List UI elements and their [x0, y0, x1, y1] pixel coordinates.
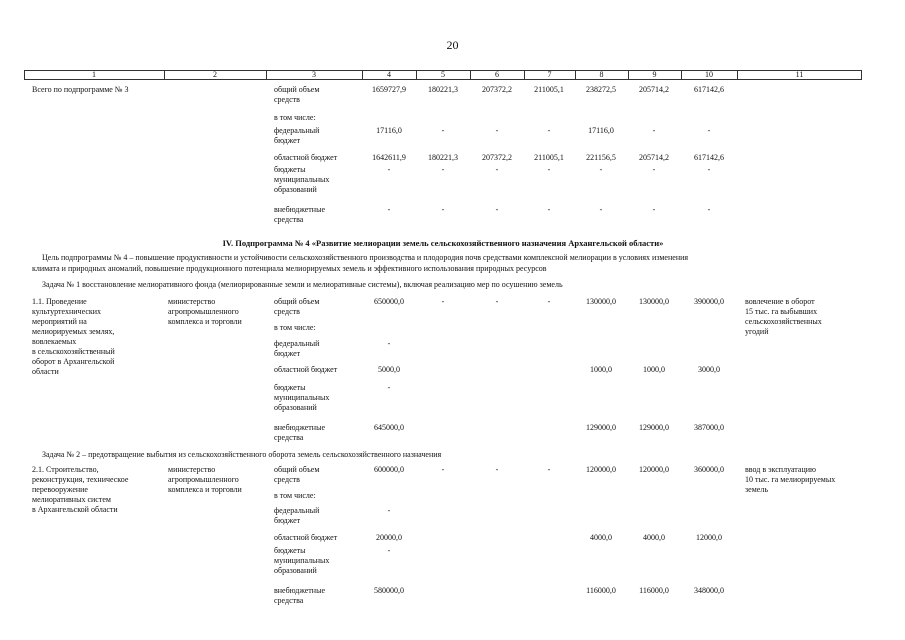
task-1: Задача № 1 восстановление мелиоративного фонда (мелиорированные земли и мелиоративные системы), включая реализацию мер по осушению земель: [42, 280, 563, 289]
value-cell-v8: 129000,0: [586, 423, 616, 432]
header-col-4: 4: [387, 70, 391, 79]
value-cell-v10: 360000,0: [694, 465, 724, 474]
value-cell-v8: 17116,0: [588, 126, 614, 135]
source-of-funds-line: бюджет: [274, 349, 301, 358]
source-of-funds-line: средства: [274, 433, 304, 442]
expected-result-line: вовлечение в оборот: [745, 297, 815, 306]
value-cell-v10: -: [707, 165, 711, 174]
header-col-1: 1: [92, 70, 96, 79]
header-divider: [681, 70, 682, 80]
value-cell-v9: 4000,0: [643, 533, 665, 542]
source-of-funds-line: областной бюджет: [274, 153, 338, 162]
header-col-11: 11: [795, 70, 804, 79]
value-cell-v4: -: [387, 339, 391, 348]
source-of-funds-line: федеральный: [274, 126, 320, 135]
header-col-10: 10: [705, 70, 713, 79]
measure-name-line: 2.1. Строительство,: [32, 465, 99, 474]
value-cell-v8: 130000,0: [586, 297, 616, 306]
subprogram-title: IV. Подпрограмма № 4 «Развитие мелиорации земель сельскохозяйственного назначения Архангельской области»: [222, 238, 664, 248]
header-col-6: 6: [495, 70, 499, 79]
source-of-funds-line: муниципальных: [274, 556, 330, 565]
expected-result-line: земель: [745, 485, 768, 494]
source-of-funds-line: федеральный: [274, 339, 320, 348]
page-number: 20: [446, 38, 459, 52]
value-cell-v5: -: [441, 465, 445, 474]
source-of-funds-line: бюджет: [274, 136, 301, 145]
source-of-funds-line: средств: [274, 307, 300, 316]
value-cell-v4: 650000,0: [374, 297, 404, 306]
value-cell-v4: 1659727,9: [372, 85, 406, 94]
header-col-5: 5: [441, 70, 445, 79]
value-cell-v9: 1000,0: [643, 365, 665, 374]
value-cell-v4: 1642611,9: [372, 153, 406, 162]
header-divider: [575, 70, 576, 80]
expected-result-line: угодий: [745, 327, 769, 336]
measure-name-line: мелиоративных систем: [32, 495, 111, 504]
value-cell-v4: 580000,0: [374, 586, 404, 595]
value-cell-v8: 120000,0: [586, 465, 616, 474]
value-cell-v10: 348000,0: [694, 586, 724, 595]
value-cell-v7: 211005,1: [534, 85, 564, 94]
value-cell-v9: 205714,2: [639, 85, 669, 94]
source-of-funds-line: внебюджетные: [274, 423, 325, 432]
value-cell-v10: -: [707, 205, 711, 214]
value-cell-v5: -: [441, 297, 445, 306]
value-cell-v4: -: [387, 506, 391, 515]
value-cell-v6: -: [495, 205, 499, 214]
goal-line-1: Цель подпрограммы № 4 – повышение продуктивности и устойчивости сельскохозяйственного производства и плодородия почв средствами комплексной мелиорации в условиях изменения: [42, 253, 689, 262]
expected-result-line: сельскохозяйственных: [745, 317, 822, 326]
source-of-funds-line: бюджеты: [274, 165, 306, 174]
value-cell-v9: 116000,0: [639, 586, 669, 595]
header-divider: [362, 70, 363, 80]
source-of-funds-line: общий объем: [274, 465, 320, 474]
measure-name-line: культуртехнических: [32, 307, 102, 316]
header-divider: [628, 70, 629, 80]
value-cell-v8: 221156,5: [586, 153, 616, 162]
source-of-funds-line: в том числе:: [274, 113, 316, 122]
measure-name-line: области: [32, 367, 59, 376]
executor-line: комплекса и торговли: [168, 485, 242, 494]
measure-name-line: оборот в Архангельской: [32, 357, 115, 366]
measure-name-line: 1.1. Проведение: [32, 297, 87, 306]
value-cell-v6: 207372,2: [482, 85, 512, 94]
measure-name-line: в Архангельской области: [32, 505, 118, 514]
value-cell-v7: -: [547, 205, 551, 214]
value-cell-v6: -: [495, 297, 499, 306]
value-cell-v4: -: [387, 546, 391, 555]
value-cell-v7: -: [547, 165, 551, 174]
header-col-8: 8: [599, 70, 604, 79]
expected-result-line: 10 тыс. га мелиорируемых: [745, 475, 836, 484]
measure-name-line: мероприятий на: [32, 317, 87, 326]
value-cell-v4: 5000,0: [378, 365, 400, 374]
value-cell-v4: -: [387, 383, 391, 392]
measure-name-line: мелиорируемых землях,: [32, 327, 115, 336]
value-cell-v5: -: [441, 165, 445, 174]
header-divider: [416, 70, 417, 80]
value-cell-v7: -: [547, 465, 551, 474]
value-cell-v9: 129000,0: [639, 423, 669, 432]
value-cell-v10: 3000,0: [698, 365, 720, 374]
value-cell-v9: 205714,2: [639, 153, 669, 162]
source-of-funds-line: средств: [274, 95, 300, 104]
source-of-funds-line: областной бюджет: [274, 533, 338, 542]
measure-name-line: в сельскохозяйственный: [32, 347, 115, 356]
expected-result-line: 15 тыс. га выбывших: [745, 307, 818, 316]
value-cell-v8: 1000,0: [590, 365, 612, 374]
executor-line: агропромышленного: [168, 307, 239, 316]
header-divider: [266, 70, 267, 80]
value-cell-v6: -: [495, 465, 499, 474]
value-cell-v6: 207372,2: [482, 153, 512, 162]
source-of-funds-line: общий объем: [274, 85, 320, 94]
header-divider: [524, 70, 525, 80]
block1-label: Всего по подпрограмме № 3: [32, 85, 129, 94]
value-cell-v4: 600000,0: [374, 465, 404, 474]
source-of-funds-line: средств: [274, 475, 300, 484]
value-cell-v4: 645000,0: [374, 423, 404, 432]
header-col-2: 2: [213, 70, 217, 79]
task-2: Задача № 2 – предотвращение выбытия из сельскохозяйственного оборота земель сельскохозяйственного назначения: [42, 450, 442, 459]
source-of-funds-line: образований: [274, 185, 317, 194]
source-of-funds-line: бюджеты: [274, 383, 306, 392]
value-cell-v4: 17116,0: [376, 126, 402, 135]
value-cell-v4: 20000,0: [376, 533, 402, 542]
value-cell-v5: -: [441, 205, 445, 214]
value-cell-v5: -: [441, 126, 445, 135]
value-cell-v9: 130000,0: [639, 297, 669, 306]
source-of-funds-line: внебюджетные: [274, 586, 325, 595]
value-cell-v9: 120000,0: [639, 465, 669, 474]
value-cell-v4: -: [387, 165, 391, 174]
source-of-funds-line: муниципальных: [274, 393, 330, 402]
value-cell-v10: 387000,0: [694, 423, 724, 432]
value-cell-v7: -: [547, 297, 551, 306]
source-of-funds-line: федеральный: [274, 506, 320, 515]
source-of-funds-line: образований: [274, 566, 317, 575]
value-cell-v10: 390000,0: [694, 297, 724, 306]
header-col-7: 7: [547, 70, 552, 79]
source-of-funds-line: в том числе:: [274, 323, 316, 332]
value-cell-v9: -: [652, 126, 656, 135]
source-of-funds-line: образований: [274, 403, 317, 412]
value-cell-v7: -: [547, 126, 551, 135]
source-of-funds-line: общий объем: [274, 297, 320, 306]
header-divider: [470, 70, 471, 80]
source-of-funds-line: средства: [274, 215, 304, 224]
value-cell-v8: 4000,0: [590, 533, 612, 542]
source-of-funds-line: бюджет: [274, 516, 301, 525]
value-cell-v10: 617142,6: [694, 153, 724, 162]
goal-line-2: климата и природных аномалий, повышение продукционного потенциала мелиорируемых земель и эффективного использования природных ресурсов: [32, 264, 547, 273]
header-divider: [164, 70, 165, 80]
source-of-funds-line: в том числе:: [274, 491, 316, 500]
executor-line: министерство: [168, 465, 216, 474]
value-cell-v8: -: [599, 205, 603, 214]
source-of-funds-line: муниципальных: [274, 175, 330, 184]
value-cell-v5: 180221,3: [428, 153, 458, 162]
value-cell-v7: 211005,1: [534, 153, 564, 162]
measure-name-line: реконструкция, техническое: [32, 475, 129, 484]
executor-line: министерство: [168, 297, 216, 306]
header-divider: [737, 70, 738, 80]
executor-line: комплекса и торговли: [168, 317, 242, 326]
value-cell-v5: 180221,3: [428, 85, 458, 94]
value-cell-v9: -: [652, 165, 656, 174]
measure-name-line: вовлекаемых: [32, 337, 77, 346]
value-cell-v8: -: [599, 165, 603, 174]
source-of-funds-line: областной бюджет: [274, 365, 338, 374]
value-cell-v10: 617142,6: [694, 85, 724, 94]
value-cell-v10: 12000,0: [696, 533, 722, 542]
header-col-9: 9: [652, 70, 657, 79]
executor-line: агропромышленного: [168, 475, 239, 484]
value-cell-v9: -: [652, 205, 656, 214]
header-col-3: 3: [312, 70, 316, 79]
value-cell-v4: -: [387, 205, 391, 214]
value-cell-v8: 116000,0: [586, 586, 616, 595]
value-cell-v6: -: [495, 126, 499, 135]
value-cell-v10: -: [707, 126, 711, 135]
source-of-funds-line: внебюджетные: [274, 205, 325, 214]
value-cell-v6: -: [495, 165, 499, 174]
source-of-funds-line: средства: [274, 596, 304, 605]
measure-name-line: перевооружение: [32, 485, 88, 494]
source-of-funds-line: бюджеты: [274, 546, 306, 555]
value-cell-v8: 238272,5: [586, 85, 616, 94]
expected-result-line: ввод в эксплуатацию: [745, 465, 816, 474]
